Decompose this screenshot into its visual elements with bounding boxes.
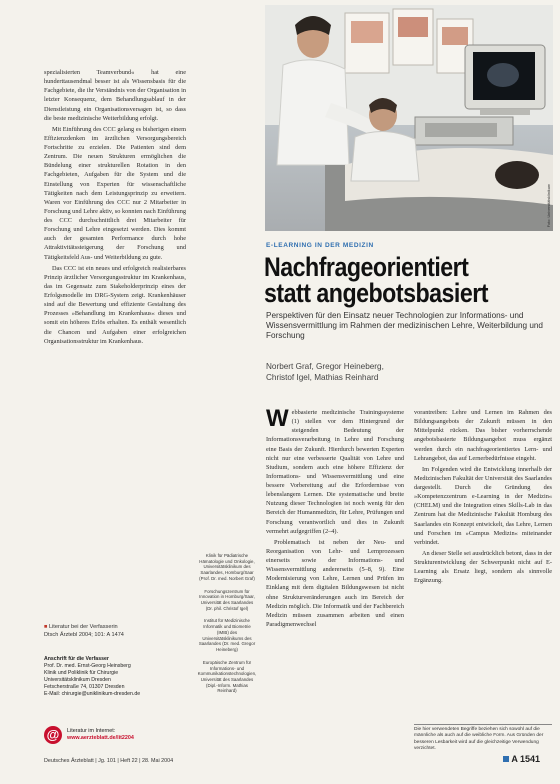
online-text <box>67 728 134 742</box>
author-line: Christof Igel, Mathias Reinhard <box>266 372 379 382</box>
paragraph <box>266 405 404 536</box>
ultrasound-scene-illustration <box>265 5 553 231</box>
address-line: Anschrift für die Verfasser <box>44 656 109 662</box>
address-line: Klinik und Poliklinik für Chirurgie <box>44 670 119 677</box>
paragraph-text: ebbasierte medizinische Trainingssysteme (1) stellen vor dem Hintergrund der steigenden Bedeutung der Informationsverarbeitung in Lehre und Forschung eine Basis der Zukunft. Hierdurch bewerten Experten nicht nur eine verbesserte Qualität von Lehre und Studium, sondern auch eine höhere Effizienz der Informations- und Wissensvermittlung und eine bessere Vorbereitung auf die Erfordernisse von lebenslangem Lernen. Die systematische und breite Nutzung dieser Technologien ist noch wenig für den Bereich der Humanmedizin, für Lehre, Prüfungen und Forschung verantwortlich und dies in Zukunft vermehrt aufgegriffen (2–4). <box>266 409 404 535</box>
paragraph: vorantreiben: Lehre und Lernen im Rahmen des Bildungsangebots der Zukunft müssen in den Mittelpunkt rücken. Das bisher vorherrschende angebotsbasierte Bildungsangebot muss ergänzt werden durch ein nachfrageorientiertes Lern- und Lehrangebot, das auf Lernerbedürfnisse eingeht. <box>414 409 552 462</box>
photo-credit: Foto: Universitätsklinikum <box>547 183 551 227</box>
paragraph: Mit Einführung des CCC gelang es bisherigen einem Effizienzdenken im ärztlichen Versorgungsbereich Fortschritte zu erzielen. Die Patienten sind dem Zentrum. Die neuen Strukturen ermöglichen die Bündelung einer strukturellen Rotation in den Fachgebieten, Aufgaben für die System und die Einstellung von Experten für wissenschaftliche Tätigkeiten nach dem Leistungsprinzip zu erweitern. Waren vor Einführung des CCC nur 2 Mitarbeiter in Forschung und Lehre aktiv, so konnten nach Einführung des CCC durchschnittlich drei Mitarbeiter für Forschung und Lehre eingesetzt werden. Dies kommt auch der gesamten Performance durch hohe Attraktivitätssteigerung der Forschung und Tätigkeitsfeld Aus- und Weiterbildung zu gute. <box>44 125 186 261</box>
body-column-right <box>414 408 552 587</box>
paragraph: Im Folgenden wird die Entwicklung innerhalb der Medizinischen Fakultät der Universität des Saarlandes dargestellt. Durch die Gründung des »Kompetenzzentrum e-Learning in der Medizin« (CHELM) und die Integration eines Skills-Lab in das Zentrum hat die Medizinische Fakultät Homburg des Saarlandes ein Konzept entwickelt, das Lehre, Lernen und Forschen im »Campus Medizin« miteinander verbindet. <box>414 465 552 546</box>
online-literature-box[interactable] <box>44 724 194 746</box>
body-column-middle <box>266 405 404 631</box>
square-marker-icon: ■ <box>44 624 48 630</box>
article-photo <box>265 5 553 231</box>
address-line: Fetscherstraße 74, 01307 Dresden <box>44 684 125 691</box>
literature-text: Literatur bei der Verfasserin Dtsch Ärztebl 2004; 101: A 1474 <box>44 624 124 638</box>
address-line: Universitätsklinikum Dresden <box>44 677 111 684</box>
online-url-link[interactable]: www.aerzteblatt.de/lit2204 <box>67 735 134 741</box>
paragraph: spezialisierten Teamverbund« hat eine hunderttausendmal besser ist als Wissensbasis für die Fachgebiete, die ihr Verständnis von der Organisation in letzter Konsequenz, dem Behandlungsablauf in der Dienstleistung ein Organisationsversagen ist, so dass die beste medizinische Weiterbildung erfolgt. <box>44 69 186 122</box>
at-sign-icon: @ <box>44 726 62 744</box>
article-authors <box>266 362 550 383</box>
article-headline <box>264 254 513 306</box>
footnote: Die hier verwendeten Begriffe beziehen sich sowohl auf die männliche als auch auf die weibliche Form. Aus Gründen der besseren Lesbarkeit wird auf die gleichzeitige Verwendung verzichtet. <box>414 724 552 753</box>
literature-note <box>44 624 194 639</box>
section-kicker: E-LEARNING IN DER MEDIZIN <box>266 242 374 249</box>
affiliation: Forschungszentrum für Innovation in Homburg/Saar, Universität des Saarlandes (Dr. phil. Christof Igel) <box>199 588 255 611</box>
correspondence-address <box>44 656 194 698</box>
author-affiliations <box>197 553 257 701</box>
page-number <box>503 754 540 764</box>
affiliation: Klinik für Pädiatrische Hämatologie und Onkologie, Universitätsklinikum des Saarlandes, Homburg/Saar (Prof. Dr. med. Norbert Graf) <box>199 553 255 581</box>
address-line: Prof. Dr. med. Ernst-Georg Heinsberg <box>44 663 131 670</box>
headline-line: statt angebotsbasiert <box>264 278 489 308</box>
affiliation: Europäische Zentrum für Informations- und Kommunikationstechnologien, Universität des Saarlandes (Dipl.-Inform. Mathias Reinhard) <box>197 659 257 694</box>
article-subheading: Perspektiven für den Einsatz neuer Technologien zur Informations- und Wissensvermittlung im Rahmen der medizinischen Lehre, Weiterbildung und Forschung <box>266 311 543 340</box>
left-column-text <box>44 68 186 348</box>
page-number-text: A 1541 <box>511 754 540 764</box>
affiliation: Institut für Medizinische Informatik und Biometrie (IMIB) des Universitätsklinikums des Saarlandes (Dr. med. Gregor Heineberg) <box>198 618 256 653</box>
square-marker-icon <box>503 756 509 762</box>
journal-footer: Deutsches Ärzteblatt | Jg. 101 | Heft 22 | 28. Mai 2004 <box>44 758 174 764</box>
author-line: Norbert Graf, Gregor Heineberg, <box>266 362 384 371</box>
headline-line: Nachfrageorientiert <box>264 252 469 282</box>
paragraph: Das CCC ist ein neues und erfolgreich realisierbares Prinzip ärztlicher Versorgungsstruktur im Krankenhaus, das im Gegensatz zum Stakeholderprinzip eines der Erfolgsmodelle im DRG-System zeigt. Krankenhäuser sind auf die Bewertung und effiziente Gestaltung des Prozesses »Behandlung im Krankenhaus« dieses und somit ein höheres Erlös erhalten. Es enthält wesentlich die Chancen und Aufgaben einer erfolgreichen Organisationsstruktur im Krankenhaus. <box>44 264 186 345</box>
address-line: E-Mail: chirurgie@uniklinikum-dresden.de <box>44 691 141 698</box>
paragraph: An dieser Stelle sei ausdrücklich betont, dass in der Strukturentwicklung der Schwerpunkt nicht auf E-Learning als Ersatz liegt, sondern als sinnvolle Ergänzung. <box>414 549 552 585</box>
drop-cap: W <box>266 405 289 432</box>
online-label: Literatur im Internet: <box>67 727 116 734</box>
paragraph: Problematisch ist neben der Neu- und Reorganisation von Lehr- und Lernprozessen einerseits sowie der Informations- und Wissensvermittlung andererseits (5–8, 9). Eine Modernisierung von Lehre, Lernen und Prüfen im Einklang mit dem digitalen Bildungswesen ist nicht ohne Strukturveränderungen auch im Bereich der Medizin möglich. Die Informatik und der Fachbereich Medizin müssen zusammen arbeiten und einen Paradigmenwechsel <box>266 538 404 628</box>
